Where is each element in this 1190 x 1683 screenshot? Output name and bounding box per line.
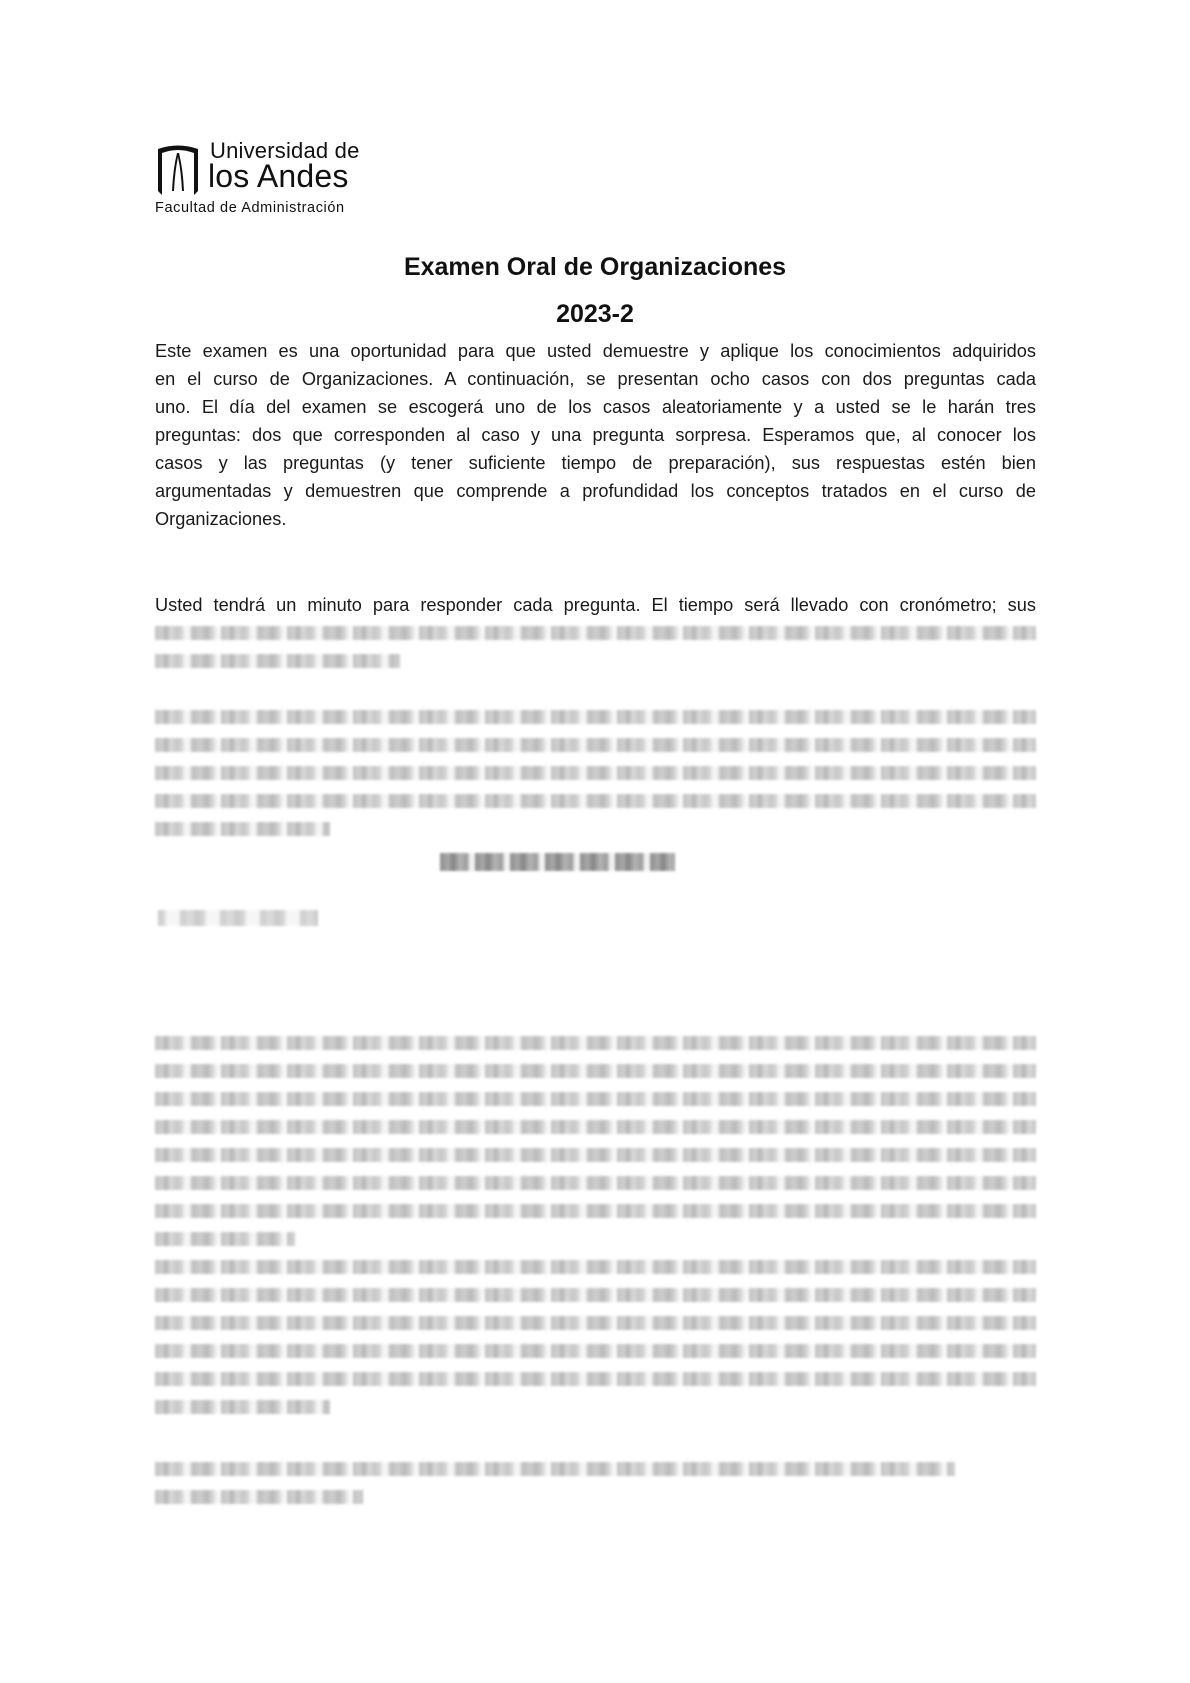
university-logo (152, 131, 392, 221)
obscured-line (155, 1316, 1036, 1330)
obscured-line (155, 1462, 955, 1476)
obscured-line (155, 1204, 1036, 1218)
paragraph-line: en el curso de Organizaciones. A continuación, se presentan ocho casos con dos preguntas cada (155, 369, 1036, 389)
obscured-line (155, 1120, 1036, 1134)
paragraph-line: Organizaciones. (155, 509, 287, 529)
obscured-line (155, 1490, 363, 1504)
document-period: 2023-2 (556, 300, 634, 328)
obscured-line (155, 1176, 1036, 1190)
paragraph-line: preguntas: dos que corresponden al caso y una pregunta sorpresa. Esperamos que, al conocer los (155, 425, 1036, 445)
obscured-text-block (155, 1036, 1036, 1428)
paragraph-line: Usted tendrá un minuto para responder cada pregunta. El tiempo será llevado con cronómetro; sus (155, 595, 1036, 615)
obscured-text-block (155, 710, 1036, 850)
logo-text-faculty: Facultad de Administración (155, 200, 345, 216)
obscured-line (155, 710, 1036, 724)
obscured-line (155, 766, 1036, 780)
obscured-line (155, 1288, 1036, 1302)
obscured-line (155, 1036, 1036, 1050)
time-paragraph (155, 591, 1036, 619)
obscured-line (155, 1344, 1036, 1358)
paragraph-line: casos y las preguntas (y tener suficiente tiempo de preparación), sus respuestas estén bien (155, 453, 1036, 473)
obscured-line (155, 738, 1036, 752)
obscured-text-block (155, 626, 1036, 682)
obscured-section-heading (440, 853, 675, 871)
obscured-line (155, 1232, 295, 1246)
intro-paragraph (155, 337, 1036, 533)
obscured-line (155, 1092, 1036, 1106)
obscured-line (155, 1400, 330, 1414)
shield-icon (155, 141, 201, 197)
paragraph-line: uno. El día del examen se escogerá uno de los casos aleatoriamente y a usted se le harán tres (155, 397, 1036, 417)
document-title: Examen Oral de Organizaciones (403, 253, 787, 281)
obscured-line (155, 1064, 1036, 1078)
obscured-line (155, 1148, 1036, 1162)
logo-text-los-andes: los Andes (208, 158, 349, 194)
obscured-line (155, 822, 330, 836)
obscured-case-heading (158, 910, 318, 926)
paragraph-line: Este examen es una oportunidad para que usted demuestre y aplique los conocimientos adquiridos (155, 341, 1036, 361)
obscured-line (155, 1260, 1036, 1274)
obscured-line (155, 1372, 1036, 1386)
obscured-line (155, 794, 1036, 808)
paragraph-line: argumentadas y demuestren que comprende a profundidad los conceptos tratados en el curso de (155, 481, 1036, 501)
obscured-line (155, 626, 1036, 640)
logo-text-university: Universidad de (210, 138, 360, 163)
obscured-line (155, 654, 400, 668)
obscured-text-block (155, 1462, 1036, 1518)
